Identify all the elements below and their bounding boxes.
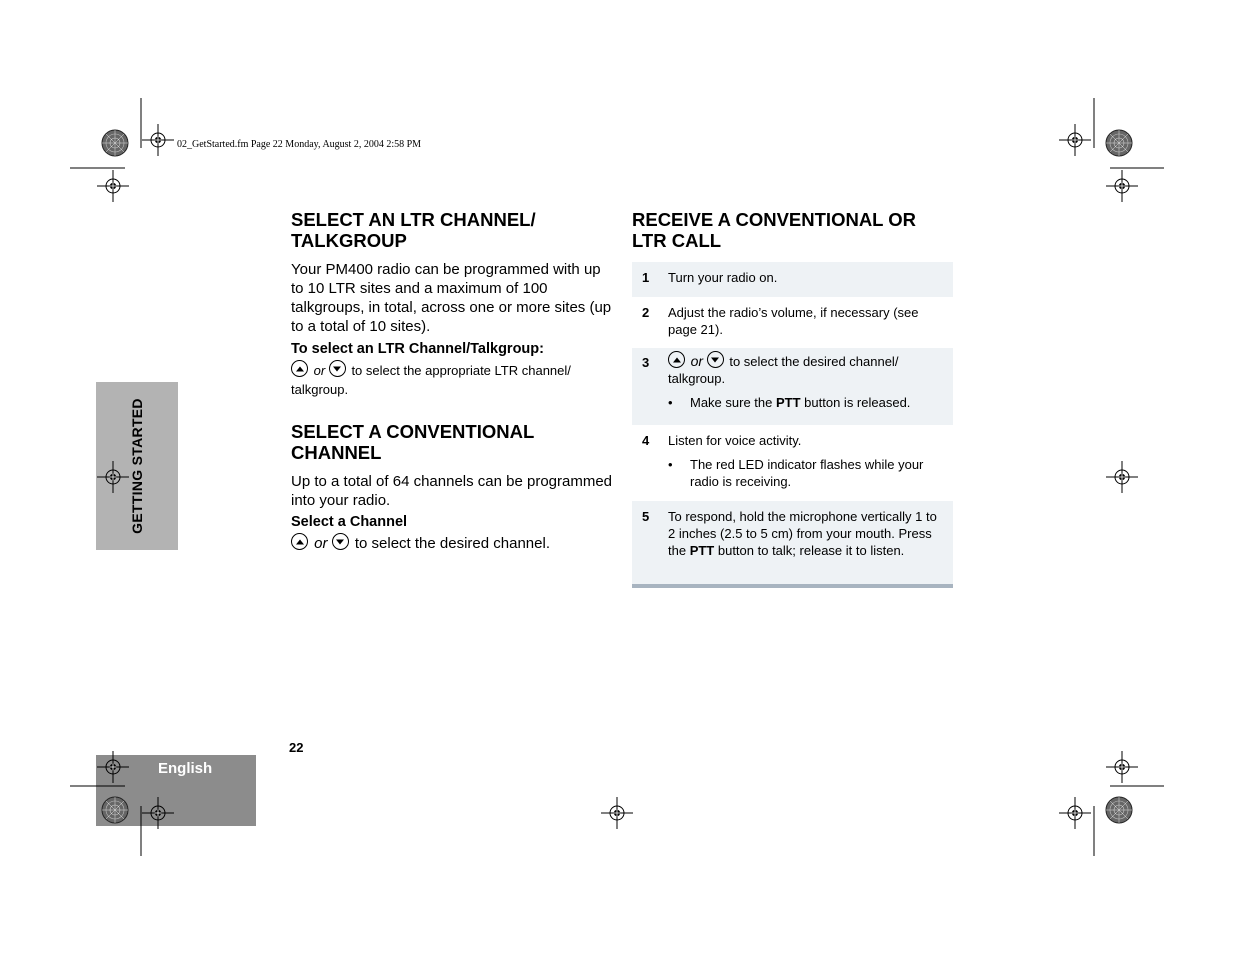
heading-line: RECEIVE A CONVENTIONAL OR [632, 209, 917, 230]
heading-line: LTR CALL [632, 230, 722, 251]
bullet-text-post: button is released. [800, 395, 911, 410]
conventional-subheading: Select a Channel [291, 514, 408, 530]
instruction-text: to select the appropriate LTR channel/ talkgroup. [291, 363, 571, 397]
bullet-text: The red LED indicator flashes while your radio is receiving. [690, 457, 924, 489]
language-label: English [158, 760, 213, 777]
conventional-body-text: Up to a total of 64 channels can be programmed into your radio. [291, 473, 613, 509]
or-text: or [313, 363, 326, 378]
ltr-body-text: Your PM400 radio can be programmed with up to 10 LTR sites and a maximum of 100 talkgroups, in total, across one or more sites (up to a total of 10 sites). [291, 261, 612, 335]
step-text-post: button to talk; release it to listen. [714, 543, 905, 558]
page-number: 22 [289, 740, 304, 755]
step-number: 3 [642, 355, 650, 370]
instruction-text: to select the desired channel/ talkgroup. [668, 354, 899, 386]
step-number: 1 [642, 270, 650, 285]
heading-line: CHANNEL [291, 442, 382, 463]
or-text: or [314, 535, 328, 552]
step-text-pre: To respond, hold the microphone vertically 1 to 2 inches (2.5 to 5 cm) from your mouth. Press the [668, 509, 937, 558]
bullet-dot: • [668, 395, 673, 410]
heading-line: TALKGROUP [291, 230, 407, 251]
step-number: 5 [642, 509, 650, 524]
step-text: Turn your radio on. [668, 270, 778, 285]
step-text-bold: PTT [689, 543, 715, 558]
step-text: Listen for voice activity. [668, 433, 802, 448]
or-text: or [690, 353, 704, 369]
ltr-subheading: To select an LTR Channel/Talkgroup: [291, 341, 544, 357]
bullet-text-pre: Make sure the [690, 395, 776, 410]
heading-line: SELECT AN LTR CHANNEL/ [291, 209, 536, 230]
heading-line: SELECT A CONVENTIONAL [291, 421, 535, 442]
instruction-text: to select the desired channel. [354, 535, 550, 552]
step-text: Adjust the radio’s volume, if necessary (see page 21). [668, 305, 919, 337]
bullet-dot: • [668, 457, 673, 472]
side-tab-label: GETTING STARTED [129, 398, 145, 534]
step-number: 2 [642, 305, 650, 320]
file-info-header: 02_GetStarted.fm Page 22 Monday, August 2, 2004 2:58 PM [177, 139, 422, 150]
bullet-text-bold: PTT [776, 395, 801, 410]
step-number: 4 [642, 433, 650, 448]
